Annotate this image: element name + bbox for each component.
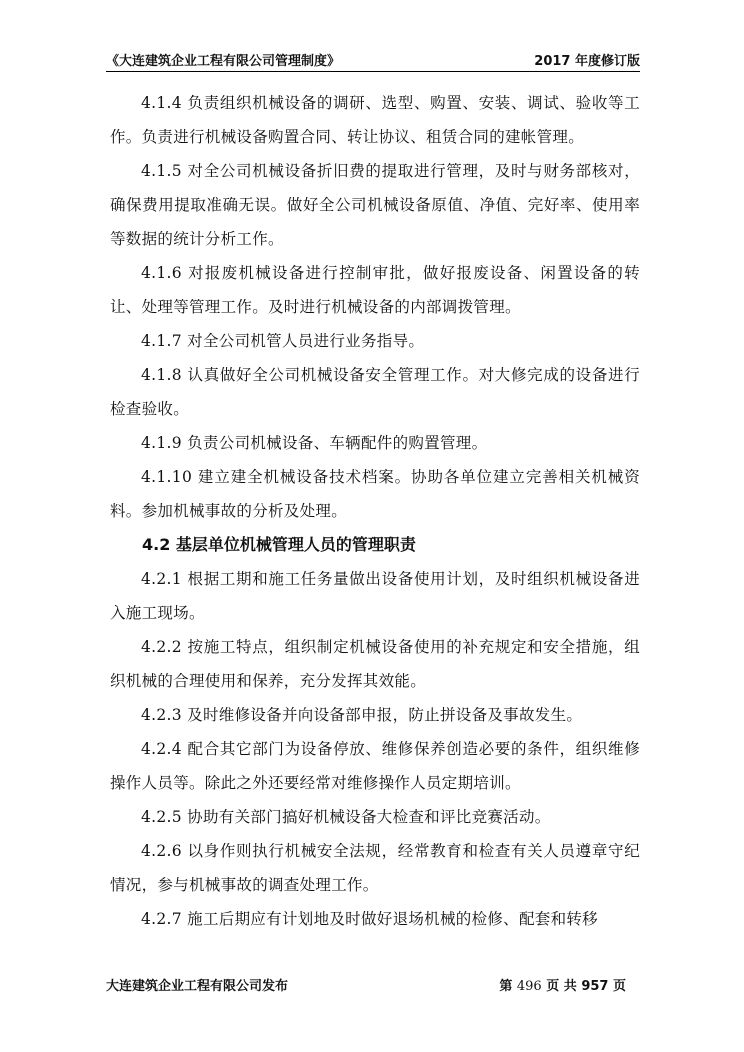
publisher-label: 大连建筑企业工程有限公司发布 [106, 979, 289, 994]
page-current: 496 [516, 979, 542, 994]
header-divider [106, 71, 640, 72]
page-suffix: 页 [612, 979, 626, 994]
paragraph-4-2-5: 4.2.5 协助有关部门搞好机械设备大检查和评比竞赛活动。 [141, 808, 551, 826]
page-mid: 页 共 [546, 979, 577, 994]
document-body [110, 86, 640, 936]
paragraph-4-2-2: 4.2.2 按施工特点，组织制定机械设备使用的补充规定和安全措施，组织机械的合理使用和保养，充分发挥其效能。 [110, 638, 640, 690]
version-label: 2017 年度修订版 [534, 54, 640, 69]
page-prefix: 第 [499, 979, 513, 994]
section-heading-4-2: 4.2 基层单位机械管理人员的管理职责 [142, 535, 416, 554]
paragraph-4-1-8: 4.1.8 认真做好全公司机械设备安全管理工作。对大修完成的设备进行检查验收。 [110, 366, 640, 418]
paragraph-4-2-6: 4.2.6 以身作则执行机械安全法规，经常教育和检查有关人员遵章守纪情况，参与机械事故的调查处理工作。 [110, 842, 640, 894]
paragraph-4-2-4: 4.2.4 配合其它部门为设备停放、维修保养创造必要的条件，组织维修操作人员等。除此之外还要经常对维修操作人员定期培训。 [110, 740, 640, 792]
page-footer [106, 975, 640, 997]
paragraph-4-1-10: 4.1.10 建立建全机械设备技术档案。协助各单位建立完善相关机械资料。参加机械事故的分析及处理。 [110, 468, 640, 520]
paragraph-4-2-3: 4.2.3 及时维修设备并向设备部申报，防止拼设备及事故发生。 [141, 706, 583, 724]
paragraph-4-1-7: 4.1.7 对全公司机管人员进行业务指导。 [141, 332, 425, 350]
page-indicator [499, 975, 626, 994]
paragraph-4-1-9: 4.1.9 负责公司机械设备、车辆配件的购置管理。 [141, 434, 488, 452]
paragraph-4-1-4: 4.1.4 负责组织机械设备的调研、选型、购置、安装、调试、验收等工作。负责进行机械设备购置合同、转让协议、租赁合同的建帐管理。 [110, 94, 640, 146]
paragraph-4-1-5: 4.1.5 对全公司机械设备折旧费的提取进行管理，及时与财务部核对，确保费用提取准确无误。做好全公司机械设备原值、净值、完好率、使用率等数据的统计分析工作。 [110, 162, 640, 248]
document-title: 《大连建筑企业工程有限公司管理制度》 [106, 54, 341, 69]
paragraph-4-2-7: 4.2.7 施工后期应有计划地及时做好退场机械的检修、配套和转移 [141, 910, 598, 928]
page-total: 957 [581, 979, 609, 994]
page-header [106, 50, 640, 70]
paragraph-4-1-6: 4.1.6 对报废机械设备进行控制审批，做好报废设备、闲置设备的转让、处理等管理工作。及时进行机械设备的内部调拨管理。 [110, 264, 640, 316]
paragraph-4-2-1: 4.2.1 根据工期和施工任务量做出设备使用计划，及时组织机械设备进入施工现场。 [110, 570, 640, 622]
